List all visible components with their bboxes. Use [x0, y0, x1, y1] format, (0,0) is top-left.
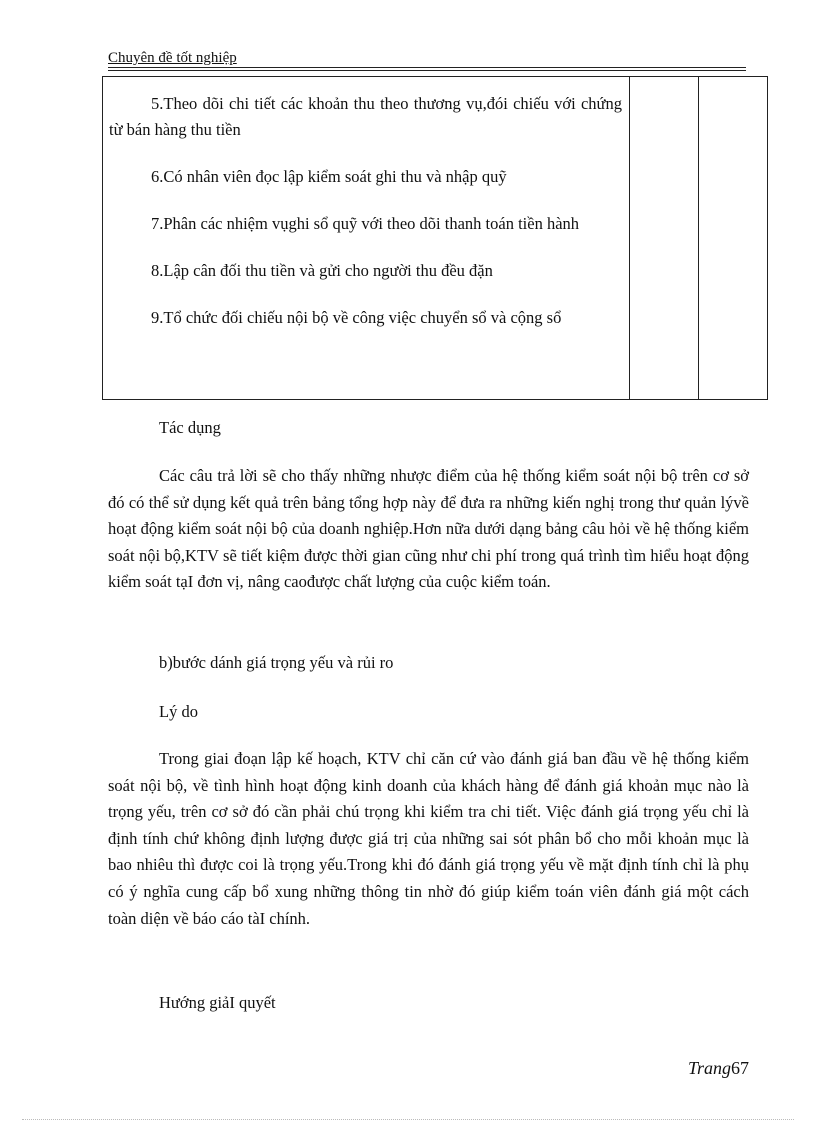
table-row: [103, 77, 768, 400]
answer-cell-2: [699, 77, 768, 400]
paragraph-ly-do: Trong giai đoạn lập kế hoạch, KTV chỉ căn cứ vào đánh giá ban đầu về hệ thống kiểm soát nội bộ, về tình hình hoạt động kinh doanh của khách hàng để đánh giá khoản mục nào là trọng yếu, trên cơ sở đó cần phải chú trọng khi kiểm tra chi tiết. Việc đánh giá trọng yếu chỉ là định tính chứ không định lượng được giá trị của những sai sót phân bổ cho mỗi khoản mục là bao nhiêu thì được coi là trọng yếu.Trong khi đó đánh giá trọng yếu về mặt định tính chỉ là phụ có ý nghĩa cung cấp bổ xung những thông tin nhờ đó giúp kiểm toán viên đánh giá một cách toàn diện về báo cáo tàI chính.: [108, 749, 749, 928]
question-item-8: 8.Lập cân đối thu tiền và gửi cho người thu đều đặn: [151, 261, 493, 280]
question-item-5: 5.Theo dõi chi tiết các khoản thu theo thương vụ,đói chiếu với chứng từ bán hàng thu tiền: [109, 94, 622, 139]
answer-cell-1: [630, 77, 699, 400]
heading-ly-do: Lý do: [159, 702, 198, 721]
paragraph-tac-dung: Các câu trả lời sẽ cho thấy những nhược điểm của hệ thống kiểm soát nội bộ trên cơ sở đó có thể sử dụng kết quả trên bảng tổng hợp này để đưa ra những kiến nghị trong thư quản lývề hoạt động kiểm soát nội bộ của doanh nghiệp.Hơn nữa dưới dạng bảng câu hỏi về hệ thống kiểm soát nội bộ,KTV sẽ tiết kiệm được thời gian cũng như chi phí trong quá trình tìm hiểu hoạt động kiểm soát tạI đơn vị, nâng caođược chất lượng của cuộc kiểm toán.: [108, 466, 749, 592]
heading-buoc-danh-gia: b)bước dánh giá trọng yếu và rủi ro: [159, 653, 394, 672]
question-item-9: 9.Tổ chức đối chiếu nội bộ về công việc chuyển sổ và cộng sổ: [151, 308, 562, 327]
bottom-dotted-line: [22, 1119, 794, 1120]
page-number: 67: [731, 1058, 749, 1078]
heading-tac-dung: Tác dụng: [159, 418, 221, 437]
page-footer: [688, 1057, 749, 1079]
question-item-7: 7.Phân các nhiệm vụghi sổ quỹ với theo dõi thanh toán tiền hành: [151, 214, 580, 233]
question-item-6: 6.Có nhân viên đọc lập kiểm soát ghi thu và nhập quỹ: [151, 167, 507, 186]
checklist-table: [102, 76, 768, 400]
heading-huong-giai-quyet: Hướng giảI quyết: [159, 993, 276, 1012]
question-cell: [103, 77, 630, 400]
header-divider: [108, 67, 746, 71]
page-header-title: Chuyên đề tốt nghiệp: [108, 50, 237, 66]
page-label: Trang: [687, 1058, 731, 1078]
